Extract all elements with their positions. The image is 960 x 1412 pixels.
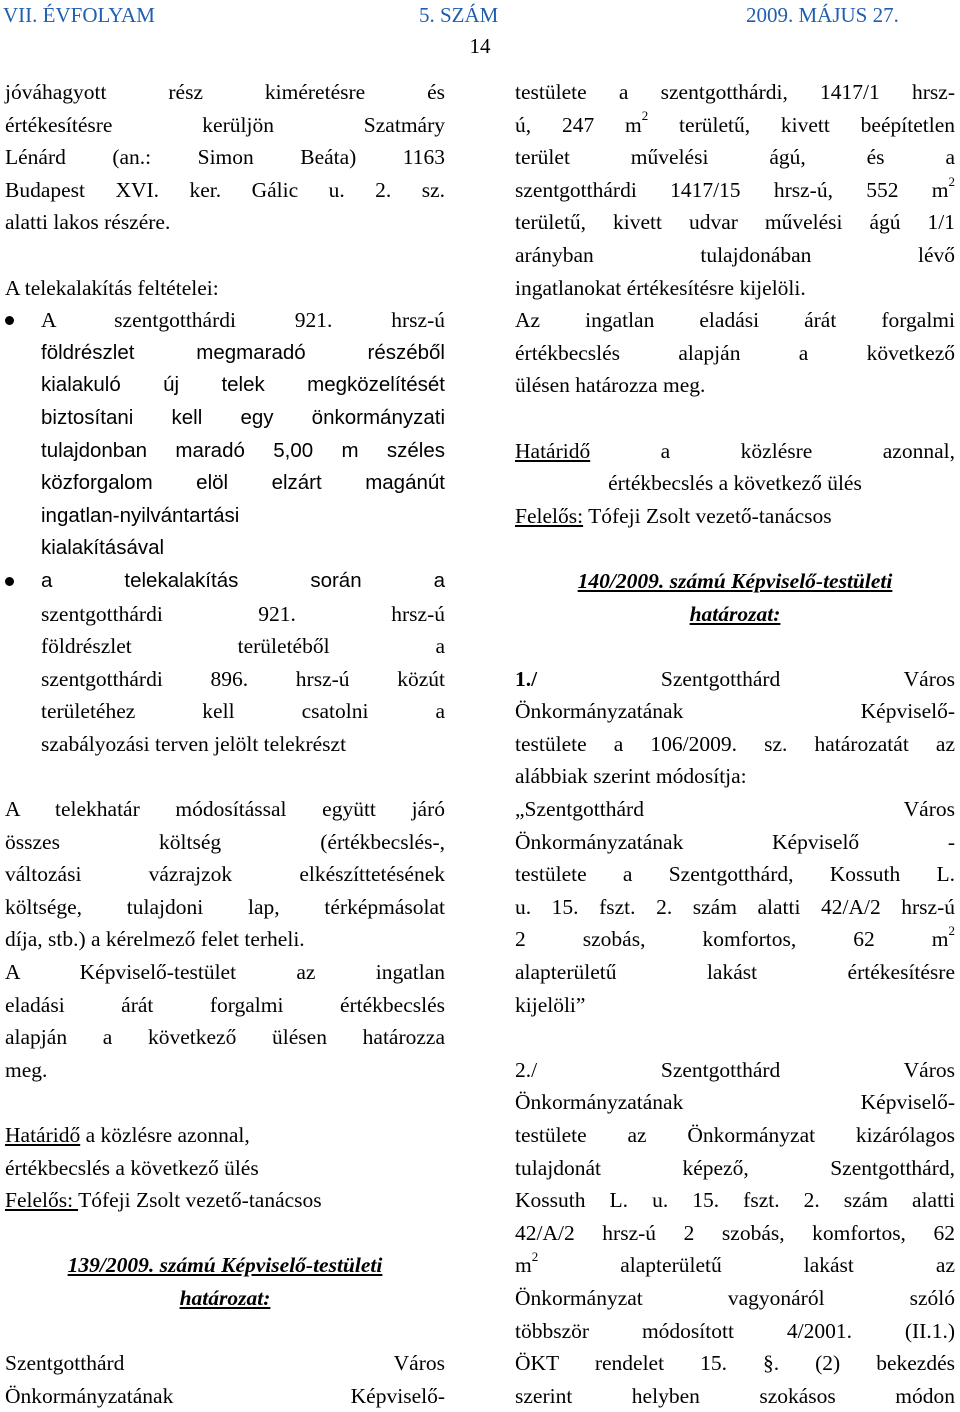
board-line: eladási árát forgalmi értékbecslés [5, 992, 445, 1017]
item2-line: Önkormányzat vagyonáról szóló [515, 1285, 955, 1310]
header-date: 2009. MÁJUS 27. [746, 3, 899, 27]
item1-line: alapterületű lakást értékesítésre [515, 960, 955, 985]
council-line: Önkormányzatának Képviselő- [5, 1383, 445, 1408]
item1-line: testülete a 106/2009. sz. határozatát az [515, 731, 955, 756]
para-line: ülésen határozza meg. [515, 373, 706, 398]
resolution-subtitle: határozat: [179, 1285, 271, 1310]
item2-line: $m^2$ alapterületű lakást az [515, 1249, 955, 1278]
deadline-line: Határidő a közlésre azonnal, [5, 1123, 250, 1147]
item2-line: 42/A/2 hrsz-ú 2 szobás, komfortos, 62 [515, 1220, 955, 1245]
intro-line: Lénárd (an.: Simon Beáta) 1163 [5, 145, 445, 170]
para-line: ú, 247 $m^2$ területű, kivett beépítetlen [515, 108, 955, 137]
board-line: alapján a következő ülésen határozza [5, 1025, 445, 1050]
bullet-item-2: a telekalakítás során a [5, 565, 445, 598]
conditions-title: A telekalakítás feltételei: [5, 275, 219, 300]
costs-line: díja, stb.) a kérelmező felet terheli. [5, 927, 305, 952]
resolution-subtitle: határozat: [689, 601, 781, 626]
item1-line: „Szentgotthárd Város [515, 797, 955, 822]
costs-line: költsége, tulajdoni lap, térképmásolat [5, 894, 445, 919]
item1-line: alábbiak szerint módosítja: [515, 764, 747, 789]
bullet-dot-icon [5, 577, 14, 586]
para-line: terület művelési ágú, és a [515, 145, 955, 170]
responsible-line: Felelős: Tófeji Zsolt vezető-tanácsos [5, 1188, 322, 1213]
para-line: ingatlanokat értékesítésre kijelöli. [515, 275, 806, 300]
responsible-line: Felelős: Tófeji Zsolt vezető-tanácsos [515, 503, 832, 528]
para-line: testülete a szentgotthárdi, 1417/1 hrsz- [515, 80, 955, 104]
right-column [515, 76, 955, 1412]
intro-line: értékesítésre kerüljön Szatmáry [5, 112, 445, 137]
para-line: Az ingatlan eladási árát forgalmi [515, 308, 955, 333]
item1-line: testülete a Szentgotthárd, Kossuth L. [515, 862, 955, 887]
deadline-line: Határidő a közlésre azonnal, [515, 438, 955, 463]
board-line: A Képviselő-testület az ingatlan [5, 960, 445, 985]
costs-line: A telekhatár módosítással együtt járó [5, 797, 445, 822]
intro-line: Budapest XVI. ker. Gálic u. 2. sz. [5, 177, 445, 202]
item1-line: Önkormányzatának Képviselő- [515, 699, 955, 724]
para-line: értékbecslés alapján a következő [515, 340, 955, 365]
item2-line: testülete az Önkormányzat kizárólagos [515, 1123, 955, 1147]
para-line: szentgotthárdi 1417/15 hrsz-ú, 552 $m^2$ [515, 173, 955, 202]
item2-line: tulajdonát képező, Szentgotthárd, [515, 1155, 955, 1180]
item2-line: Önkormányzatának Képviselő- [515, 1090, 955, 1115]
item1-line: u. 15. fszt. 2. szám alatti 42/A/2 hrsz-ú [515, 894, 955, 919]
item2-line: többször módosított 4/2001. (II.1.) [515, 1318, 955, 1343]
bullet-item-1: A szentgotthárdi 921. hrsz-ú [5, 304, 445, 337]
intro-line: jóváhagyott rész kiméretésre és [5, 80, 445, 104]
left-column: jóváhagyott rész kiméretésre és értékesítésre kerüljön Szatmáry Lénárd (an.: Simon Beáta) 1163 Budapest XVI. ker. Gálic u. 2. sz. alatti lakos részére. A telekalakítás feltételei: A szentgotthárdi 921. hrsz-ú földrészlet megmaradó részéből kialakuló új telek megközelítését biztosítani kell egy önkormányzati tulajdonban maradó 5,00 m széles közforgalom elöl elzárt magánút ingatlan-nyilvántartási kialakításával a telekalakítás során a szentgotthárdi 921. hrsz-ú földrészlet területéből a szentgotthárdi 896. hrsz-ú közút területéhez kell csatolni a szabályozási terven jelölt telekrészt A telekhatár módosítással együtt járó összes költség (értékbecslés-, változási vázrajzok elkészíttetésének költsége, tulajdoni lap, térképmásolat díja, stb.) a kérelmező felet terheli. A Képviselő-testület az ingatlan eladási árát forgalmi értékbecslés alapján a következő ülésen határozza meg. Határidő a közlésre azonnal, értékbecslés a következő ülés Felelős: Tófeji Zsolt vezető-tanácsos 139/2009. számú Képviselő-testületi határozat: Szentgotthárd Város Önkormányzatának Képviselő- [5, 76, 445, 1412]
item2-line: 2./ Szentgotthárd Város [515, 1057, 955, 1082]
page-number: 14 [469, 34, 491, 58]
resolution-title: 140/2009. számú Képviselő-testületi [577, 568, 893, 593]
deadline-line-2: értékbecslés a következő ülés [608, 471, 862, 496]
item2-line: Kossuth L. u. 15. fszt. 2. szám alatti [515, 1188, 955, 1213]
header-volume: VII. ÉVFOLYAM [3, 3, 155, 27]
board-line: meg. [5, 1057, 48, 1082]
resolution-title: 139/2009. számú Képviselő-testületi [67, 1253, 383, 1278]
item2-line: szerint helyben szokásos módon [515, 1383, 955, 1408]
item2-line: ÖKT rendelet 15. §. (2) bekezdés [515, 1351, 955, 1376]
intro-line: alatti lakos részére. [5, 210, 171, 235]
costs-line: változási vázrajzok elkészíttetésének [5, 862, 445, 887]
item1-line: 2 szobás, komfortos, 62 $m^2$ [515, 923, 955, 952]
costs-line: összes költség (értékbecslés-, [5, 829, 445, 854]
para-line: területű, kivett udvar művelési ágú 1/1 [515, 210, 955, 235]
item1-line: kijelöli” [515, 992, 586, 1017]
para-line: arányban tulajdonában lévő [515, 242, 955, 267]
item1-line: 1./ Szentgotthárd Város [515, 666, 955, 691]
item1-line: Önkormányzatának Képviselő - [515, 829, 955, 854]
deadline-line-2: értékbecslés a következő ülés [5, 1155, 259, 1180]
header-issue: 5. SZÁM [419, 3, 499, 27]
council-line: Szentgotthárd Város [5, 1351, 445, 1376]
